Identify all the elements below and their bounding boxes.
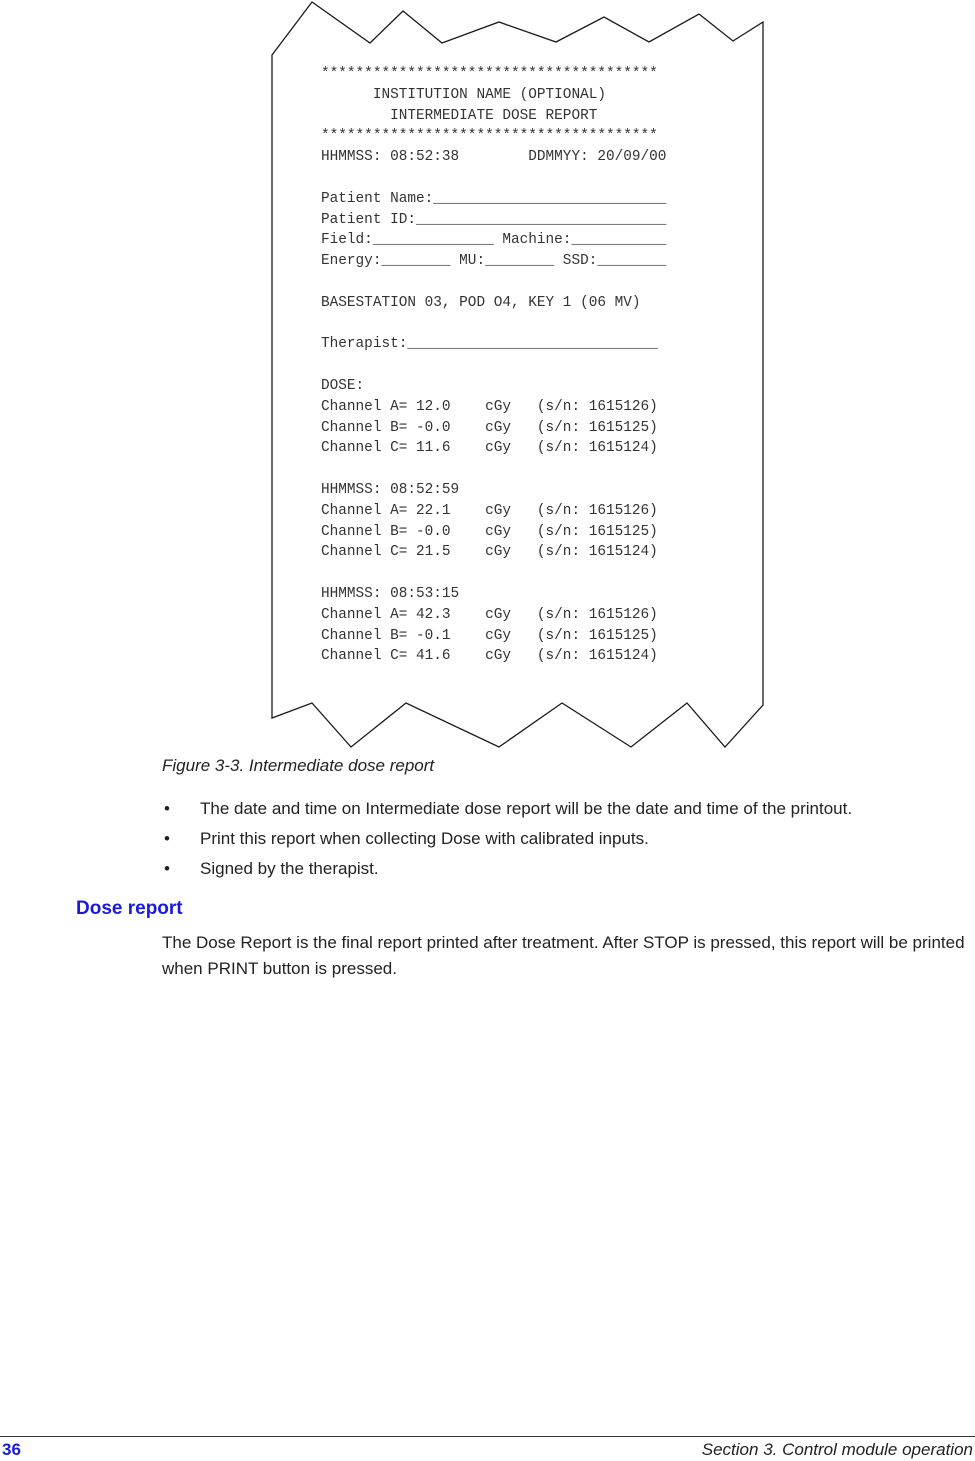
receipt-line: *************************************** [321, 66, 658, 82]
figure-caption: Figure 3-3. Intermediate dose report [162, 756, 435, 775]
section-heading: Dose report [76, 898, 183, 919]
receipt-line: Patient Name:___________________________ [321, 190, 667, 207]
footer-section-title: Section 3. Control module operation [701, 1440, 973, 1459]
bullet-marker: • [164, 829, 170, 848]
receipt-line: Channel A= 22.1 cGy (s/n: 1615126) [321, 502, 658, 519]
list-item [164, 857, 852, 887]
receipt-line [321, 563, 666, 584]
receipt-line [321, 168, 666, 189]
bullet-marker: • [164, 799, 170, 818]
receipt-line: *************************************** [321, 128, 658, 145]
receipt-line: DOSE: [321, 377, 365, 394]
footer-divider [0, 1436, 975, 1437]
receipt-line: Channel C= 11.6 cGy (s/n: 1615124) [321, 440, 658, 457]
receipt-line: Patient ID:_____________________________ [321, 211, 667, 228]
receipt-line: INTERMEDIATE DOSE REPORT [321, 107, 598, 124]
receipt-line: Channel B= -0.0 cGy (s/n: 1615125) [321, 419, 658, 436]
body-paragraph: The Dose Report is the final report printed after treatment. After STOP is pressed, this report will be printed when PRINT button is pressed. [162, 933, 965, 978]
receipt-line: HHMMSS: 08:52:59 [321, 481, 460, 498]
receipt-line: Channel C= 21.5 cGy (s/n: 1615124) [321, 544, 658, 561]
receipt-line: HHMMSS: 08:52:38 DDMMYY: 20/09/00 [321, 149, 667, 166]
receipt-line [321, 459, 666, 480]
receipt-line: HHMMSS: 08:53:15 [321, 585, 460, 602]
receipt-line: Channel A= 42.3 cGy (s/n: 1615126) [321, 606, 658, 623]
receipt-line: Energy:________ MU:________ SSD:________ [321, 253, 667, 270]
list-item-text: The date and time on Intermediate dose report will be the date and time of the printout. [200, 799, 853, 818]
receipt-line: Channel C= 41.6 cGy (s/n: 1615124) [321, 648, 658, 665]
list-item-text: Signed by the therapist. [200, 859, 379, 878]
receipt-line [321, 272, 666, 293]
receipt-printout [321, 64, 666, 667]
list-item [164, 797, 852, 827]
receipt-line: Channel A= 12.0 cGy (s/n: 1615126) [321, 398, 658, 415]
bullet-list [164, 797, 852, 887]
receipt-line: Channel B= -0.1 cGy (s/n: 1615125) [321, 627, 658, 644]
receipt-line: INSTITUTION NAME (OPTIONAL) [321, 86, 606, 103]
list-item-text: Print this report when collecting Dose with calibrated inputs. [200, 829, 649, 848]
receipt-line [321, 314, 666, 335]
receipt-line: BASESTATION 03, POD O4, KEY 1 (06 MV) [321, 294, 641, 311]
receipt-line: Channel B= -0.0 cGy (s/n: 1615125) [321, 523, 658, 540]
receipt-line [321, 355, 666, 376]
receipt-line: Therapist:_____________________________ [321, 336, 658, 353]
list-item [164, 827, 852, 857]
page-number: 36 [2, 1440, 21, 1459]
bullet-marker: • [164, 859, 170, 878]
receipt-line: Field:______________ Machine:___________ [321, 232, 667, 249]
